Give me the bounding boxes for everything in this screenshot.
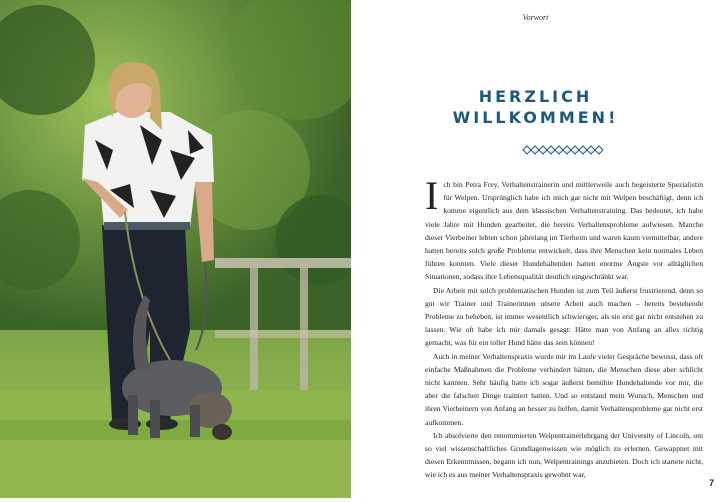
woman-with-puppy-photo	[0, 0, 351, 498]
running-head: Vorwort	[522, 13, 549, 22]
drop-cap: I	[425, 173, 439, 218]
paragraph-1	[425, 173, 703, 284]
paragraph-1-text: ch bin Petra Frey, Verhaltenstrainerin und mittlerweile auch begeisterte Spezialistin für Welpen. Ursprünglich habe ich mich gar nicht mit Welpen beschäftigt, denn ich komme eigentlich aus dem klassischen Verhaltenstraining. Das bedeutet, ich habe viele Jahre mit Hunden gearbeitet, die bereits Verhaltensprobleme aufwiesen. Manche dieser Vierbeiner lebten schon jahrelang im Tierheim und waren kaum vermittelbar, andere hatten bereits solch große Probleme entwickelt, dass ihre Menschen kein normales Leben führen konnten. Viele dieser Hundehaltenden hatten enorme Ängste vor alltäglichen Situationen, sodass ihre Lebensqualität deutlich eingeschränkt war.	[425, 180, 703, 282]
body-text	[425, 173, 703, 482]
heading-line-1: HERZLICH	[478, 87, 593, 106]
paragraph-4: Ich absolvierte den renommierten Welpentrainerlehrgang der University of Lincoln, um so viel wissenschaftliches Grundlagenwissen wie möglich zu erlernen. Gewappnet mit diesen Erkenntnissen, begann ich nun, Welpentrainings anzubieten. Doch ich startete nicht, wie ich es aus meiner Verhaltenspraxis gewohnt war,	[425, 430, 703, 480]
text-page	[351, 0, 720, 502]
paragraph-2: Die Arbeit mit solch problematischen Hunden ist zum Teil äußerst frustrierend, denn so gut wir Trainer und Trainerinnen unsere Arbeit auch machen – bereits bestehende Probleme zu beheben, ist immer wesentlich schwieriger, als sie erst gar nicht entstehen zu lassen. Wie oft habe ich mir damals gesagt: Hätte man von Anfang an alles richtig gemacht, was für ein toller Hund hätte das sein können!	[425, 285, 703, 348]
diamond-ornament-icon	[521, 144, 607, 156]
photo-illustration	[0, 0, 351, 498]
page-number: 7	[708, 478, 714, 488]
paragraph-3: Auch in meiner Verhaltenspraxis wurde mir im Laufe vieler Gespräche bewusst, dass oft einfache Maßnahmen die Probleme verhindert hätten, die Menschen diese aber schlicht nicht kannten. Sehr häufig hatte ich sogar äußerst bemühte Hundehaltende vor mir, die aber die falschen Dinge trainiert hatten. Und so entstand mein Wunsch, Menschen und ihren Vierbeinern von Anfang an besser zu helfen, damit Verhaltensprobleme gar nicht erst aufkommen.	[425, 351, 703, 427]
chapter-heading	[351, 86, 720, 128]
heading-line-2: WILLKOMMEN!	[452, 108, 619, 127]
